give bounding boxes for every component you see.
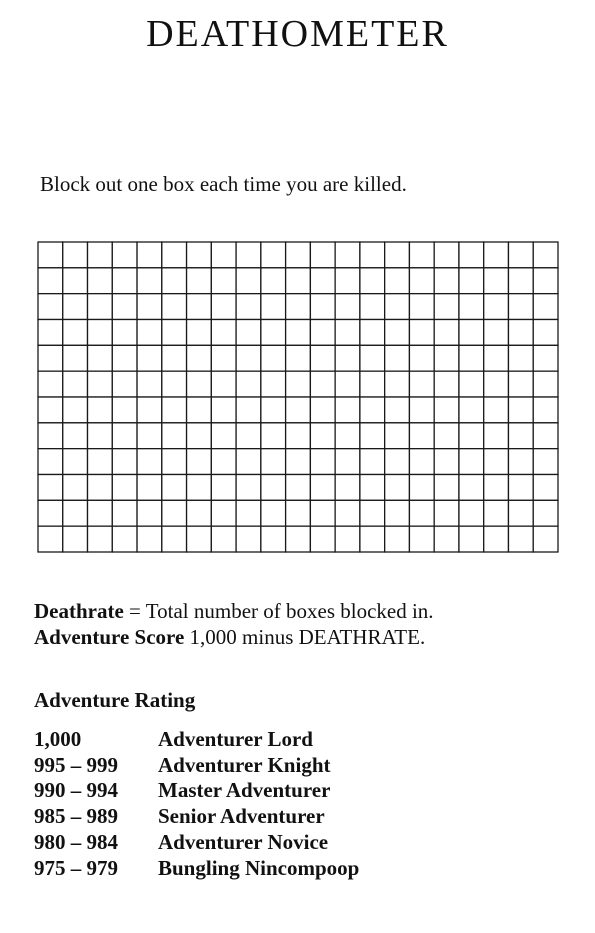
grid-box[interactable] <box>434 526 459 552</box>
deathrate-definition <box>34 598 434 624</box>
grid-box[interactable] <box>88 397 113 423</box>
grid-box[interactable] <box>459 423 484 449</box>
rating-row <box>34 753 359 779</box>
grid-box[interactable] <box>236 242 261 268</box>
deathometer-grid <box>36 240 560 554</box>
rating-row <box>34 830 359 856</box>
grid-box[interactable] <box>211 242 236 268</box>
grid-box[interactable] <box>335 449 360 475</box>
grid-box[interactable] <box>187 449 212 475</box>
grid-box[interactable] <box>335 423 360 449</box>
grid-box[interactable] <box>385 242 410 268</box>
grid-box[interactable] <box>211 500 236 526</box>
grid-box[interactable] <box>211 371 236 397</box>
grid-box[interactable] <box>38 423 63 449</box>
grid-box[interactable] <box>38 475 63 501</box>
grid-box[interactable] <box>533 397 558 423</box>
grid-box[interactable] <box>261 268 286 294</box>
grid-box[interactable] <box>484 242 509 268</box>
grid-box[interactable] <box>211 268 236 294</box>
grid-box[interactable] <box>162 242 187 268</box>
grid-box[interactable] <box>112 397 137 423</box>
instructions-text: Block out one box each time you are killed. <box>40 172 407 196</box>
grid-box[interactable] <box>63 345 88 371</box>
grid-box[interactable] <box>137 397 162 423</box>
deathometer-grid-svg <box>36 240 560 554</box>
grid-box[interactable] <box>187 423 212 449</box>
grid-box[interactable] <box>162 449 187 475</box>
grid-box[interactable] <box>508 294 533 320</box>
rating-title: Adventurer Novice <box>158 829 329 854</box>
grid-box[interactable] <box>484 397 509 423</box>
grid-box[interactable] <box>286 423 311 449</box>
grid-box[interactable] <box>484 423 509 449</box>
grid-box[interactable] <box>533 320 558 346</box>
rating-title: Adventurer Knight <box>158 752 331 777</box>
grid-box[interactable] <box>162 371 187 397</box>
grid-box[interactable] <box>187 500 212 526</box>
grid-box[interactable] <box>88 320 113 346</box>
grid-box[interactable] <box>187 526 212 552</box>
grid-box[interactable] <box>261 371 286 397</box>
rating-title: Senior Adventurer <box>158 804 325 829</box>
grid-box[interactable] <box>508 475 533 501</box>
grid-box[interactable] <box>385 475 410 501</box>
grid-box[interactable] <box>112 371 137 397</box>
grid-box[interactable] <box>459 320 484 346</box>
grid-box[interactable] <box>137 526 162 552</box>
grid-box[interactable] <box>88 449 113 475</box>
grid-box[interactable] <box>162 526 187 552</box>
grid-box[interactable] <box>187 397 212 423</box>
rating-title: Bungling Nincompoop <box>158 855 360 880</box>
grid-box[interactable] <box>38 371 63 397</box>
grid-box[interactable] <box>385 423 410 449</box>
grid-box[interactable] <box>63 397 88 423</box>
grid-box[interactable] <box>360 397 385 423</box>
grid-box[interactable] <box>459 294 484 320</box>
rating-range: 985 – 989 <box>34 804 118 829</box>
grid-box[interactable] <box>236 268 261 294</box>
grid-box[interactable] <box>137 371 162 397</box>
grid-box[interactable] <box>38 345 63 371</box>
grid-box[interactable] <box>508 268 533 294</box>
grid-box[interactable] <box>508 449 533 475</box>
grid-box[interactable] <box>88 242 113 268</box>
grid-box[interactable] <box>63 294 88 320</box>
grid-box[interactable] <box>409 449 434 475</box>
grid-box[interactable] <box>335 320 360 346</box>
grid-box[interactable] <box>63 526 88 552</box>
grid-box[interactable] <box>38 242 63 268</box>
rating-range: 980 – 984 <box>34 829 118 854</box>
grid-box[interactable] <box>459 242 484 268</box>
grid-box[interactable] <box>187 294 212 320</box>
grid-box[interactable] <box>385 500 410 526</box>
grid-box[interactable] <box>88 268 113 294</box>
grid-box[interactable] <box>310 294 335 320</box>
grid-box[interactable] <box>261 526 286 552</box>
grid-box[interactable] <box>261 397 286 423</box>
grid-box[interactable] <box>286 294 311 320</box>
grid-box[interactable] <box>484 294 509 320</box>
grid-box[interactable] <box>310 320 335 346</box>
grid-box[interactable] <box>459 526 484 552</box>
grid-box[interactable] <box>434 475 459 501</box>
grid-box[interactable] <box>261 449 286 475</box>
grid-box[interactable] <box>385 397 410 423</box>
grid-box[interactable] <box>63 500 88 526</box>
grid-box[interactable] <box>211 449 236 475</box>
grid-box[interactable] <box>38 500 63 526</box>
grid-box[interactable] <box>286 397 311 423</box>
grid-box[interactable] <box>310 242 335 268</box>
grid-box[interactable] <box>508 500 533 526</box>
grid-box[interactable] <box>63 320 88 346</box>
grid-box[interactable] <box>385 268 410 294</box>
grid-box[interactable] <box>63 371 88 397</box>
grid-box[interactable] <box>533 345 558 371</box>
grid-box[interactable] <box>385 371 410 397</box>
page-title: DEATHOMETER <box>146 13 449 55</box>
grid-box[interactable] <box>236 475 261 501</box>
grid-box[interactable] <box>310 500 335 526</box>
grid-box[interactable] <box>112 268 137 294</box>
grid-box[interactable] <box>533 242 558 268</box>
grid-box[interactable] <box>261 423 286 449</box>
grid-box[interactable] <box>38 268 63 294</box>
grid-box[interactable] <box>360 526 385 552</box>
grid-box[interactable] <box>360 242 385 268</box>
grid-box[interactable] <box>434 242 459 268</box>
rating-range: 1,000 <box>34 727 82 751</box>
grid-box[interactable] <box>360 345 385 371</box>
grid-box[interactable] <box>88 475 113 501</box>
grid-box[interactable] <box>261 500 286 526</box>
grid-box[interactable] <box>335 242 360 268</box>
grid-box[interactable] <box>236 371 261 397</box>
grid-box[interactable] <box>533 294 558 320</box>
grid-box[interactable] <box>211 423 236 449</box>
grid-box[interactable] <box>409 345 434 371</box>
grid-box[interactable] <box>385 526 410 552</box>
grid-box[interactable] <box>187 475 212 501</box>
grid-box[interactable] <box>63 268 88 294</box>
grid-box[interactable] <box>38 526 63 552</box>
grid-box[interactable] <box>236 345 261 371</box>
grid-box[interactable] <box>434 500 459 526</box>
grid-box[interactable] <box>335 500 360 526</box>
grid-box[interactable] <box>236 397 261 423</box>
grid-box[interactable] <box>310 371 335 397</box>
grid-box[interactable] <box>310 397 335 423</box>
grid-box[interactable] <box>533 268 558 294</box>
grid-box[interactable] <box>459 345 484 371</box>
grid-box[interactable] <box>162 500 187 526</box>
rating-row <box>34 804 359 830</box>
grid-box[interactable] <box>162 345 187 371</box>
grid-box[interactable] <box>360 475 385 501</box>
grid-box[interactable] <box>508 423 533 449</box>
grid-box[interactable] <box>187 371 212 397</box>
grid-box[interactable] <box>385 449 410 475</box>
grid-box[interactable] <box>112 475 137 501</box>
grid-box[interactable] <box>211 320 236 346</box>
grid-box[interactable] <box>310 526 335 552</box>
grid-box[interactable] <box>137 500 162 526</box>
grid-box[interactable] <box>112 423 137 449</box>
grid-box[interactable] <box>335 397 360 423</box>
grid-box[interactable] <box>484 268 509 294</box>
grid-box[interactable] <box>211 345 236 371</box>
grid-box[interactable] <box>533 423 558 449</box>
grid-box[interactable] <box>63 449 88 475</box>
grid-box[interactable] <box>187 320 212 346</box>
grid-box[interactable] <box>508 371 533 397</box>
grid-box[interactable] <box>162 320 187 346</box>
grid-box[interactable] <box>434 345 459 371</box>
grid-box[interactable] <box>335 345 360 371</box>
grid-box[interactable] <box>360 500 385 526</box>
grid-box[interactable] <box>137 475 162 501</box>
grid-box[interactable] <box>261 475 286 501</box>
grid-box[interactable] <box>88 294 113 320</box>
grid-box[interactable] <box>533 500 558 526</box>
grid-box[interactable] <box>261 345 286 371</box>
grid-box[interactable] <box>63 475 88 501</box>
grid-box[interactable] <box>409 294 434 320</box>
grid-box[interactable] <box>310 345 335 371</box>
grid-box[interactable] <box>409 397 434 423</box>
grid-box[interactable] <box>409 500 434 526</box>
grid-box[interactable] <box>162 475 187 501</box>
grid-box[interactable] <box>434 423 459 449</box>
grid-box[interactable] <box>335 475 360 501</box>
grid-box[interactable] <box>459 475 484 501</box>
grid-box[interactable] <box>211 397 236 423</box>
grid-box[interactable] <box>112 449 137 475</box>
grid-box[interactable] <box>385 320 410 346</box>
grid-box[interactable] <box>286 371 311 397</box>
grid-box[interactable] <box>434 320 459 346</box>
grid-box[interactable] <box>187 345 212 371</box>
grid-box[interactable] <box>310 449 335 475</box>
grid-box[interactable] <box>310 475 335 501</box>
grid-box[interactable] <box>137 449 162 475</box>
grid-box[interactable] <box>88 500 113 526</box>
rating-heading: Adventure Rating <box>34 688 196 712</box>
grid-box[interactable] <box>88 371 113 397</box>
grid-box[interactable] <box>162 268 187 294</box>
grid-box[interactable] <box>162 294 187 320</box>
grid-box[interactable] <box>533 371 558 397</box>
grid-box[interactable] <box>434 294 459 320</box>
grid-box[interactable] <box>236 294 261 320</box>
grid-box[interactable] <box>385 294 410 320</box>
grid-box[interactable] <box>385 345 410 371</box>
grid-box[interactable] <box>137 320 162 346</box>
adventure-score-term: Adventure Score <box>34 625 185 649</box>
grid-box[interactable] <box>459 500 484 526</box>
grid-box[interactable] <box>409 268 434 294</box>
rating-row <box>34 778 359 804</box>
adventure-score-definition <box>34 624 434 650</box>
rating-row <box>34 727 359 753</box>
grid-box[interactable] <box>409 320 434 346</box>
grid-box[interactable] <box>335 371 360 397</box>
grid-box[interactable] <box>63 242 88 268</box>
definitions <box>34 598 434 650</box>
grid-box[interactable] <box>434 268 459 294</box>
grid-box[interactable] <box>38 320 63 346</box>
grid-box[interactable] <box>88 423 113 449</box>
rating-title: Master Adventurer <box>158 778 331 803</box>
grid-box[interactable] <box>211 475 236 501</box>
grid-box[interactable] <box>310 268 335 294</box>
grid-box[interactable] <box>286 475 311 501</box>
grid-box[interactable] <box>409 371 434 397</box>
grid-box[interactable] <box>360 423 385 449</box>
rating-title: Adventurer Lord <box>158 727 313 751</box>
grid-box[interactable] <box>508 345 533 371</box>
grid-box[interactable] <box>38 449 63 475</box>
grid-box[interactable] <box>261 320 286 346</box>
grid-box[interactable] <box>360 449 385 475</box>
grid-box[interactable] <box>360 294 385 320</box>
grid-box[interactable] <box>88 526 113 552</box>
rating-range: 990 – 994 <box>34 778 118 803</box>
grid-box[interactable] <box>286 449 311 475</box>
grid-box[interactable] <box>38 397 63 423</box>
grid-box[interactable] <box>484 449 509 475</box>
deathrate-term: Deathrate <box>34 599 124 623</box>
grid-box[interactable] <box>286 526 311 552</box>
grid-box[interactable] <box>63 423 88 449</box>
grid-box[interactable] <box>112 294 137 320</box>
grid-box[interactable] <box>112 500 137 526</box>
rating-row <box>34 856 359 882</box>
grid-box[interactable] <box>533 475 558 501</box>
grid-box[interactable] <box>508 397 533 423</box>
grid-box[interactable] <box>236 526 261 552</box>
grid-box[interactable] <box>484 500 509 526</box>
grid-box[interactable] <box>484 320 509 346</box>
grid-box[interactable] <box>459 371 484 397</box>
grid-box[interactable] <box>88 345 113 371</box>
grid-box[interactable] <box>508 526 533 552</box>
grid-box[interactable] <box>335 268 360 294</box>
grid-box[interactable] <box>533 449 558 475</box>
deathrate-text: = Total number of boxes blocked in. <box>123 599 434 623</box>
grid-box[interactable] <box>335 294 360 320</box>
grid-box[interactable] <box>286 500 311 526</box>
grid-box[interactable] <box>484 345 509 371</box>
grid-box[interactable] <box>236 500 261 526</box>
grid-box[interactable] <box>484 526 509 552</box>
grid-box[interactable] <box>409 475 434 501</box>
grid-box[interactable] <box>434 449 459 475</box>
grid-box[interactable] <box>286 345 311 371</box>
grid-box[interactable] <box>261 294 286 320</box>
grid-box[interactable] <box>137 345 162 371</box>
grid-box[interactable] <box>360 268 385 294</box>
grid-box[interactable] <box>236 423 261 449</box>
grid-box[interactable] <box>508 242 533 268</box>
grid-box[interactable] <box>261 242 286 268</box>
grid-box[interactable] <box>286 268 311 294</box>
rating-range: 995 – 999 <box>34 752 118 777</box>
adventure-score-text: 1,000 minus DEATHRATE. <box>184 625 426 649</box>
grid-box[interactable] <box>409 423 434 449</box>
grid-box[interactable] <box>137 268 162 294</box>
grid-box[interactable] <box>112 526 137 552</box>
grid-box[interactable] <box>162 397 187 423</box>
grid-box[interactable] <box>286 320 311 346</box>
grid-box[interactable] <box>162 423 187 449</box>
rating-table <box>34 727 359 881</box>
grid-box[interactable] <box>137 423 162 449</box>
rating-range: 975 – 979 <box>34 855 118 880</box>
grid-box[interactable] <box>360 371 385 397</box>
grid-box[interactable] <box>335 526 360 552</box>
grid-box[interactable] <box>286 242 311 268</box>
grid-box[interactable] <box>459 397 484 423</box>
grid-box[interactable] <box>484 371 509 397</box>
grid-box[interactable] <box>459 449 484 475</box>
grid-box[interactable] <box>211 526 236 552</box>
grid-box[interactable] <box>434 397 459 423</box>
grid-box[interactable] <box>187 268 212 294</box>
grid-box[interactable] <box>508 320 533 346</box>
grid-box[interactable] <box>137 294 162 320</box>
grid-box[interactable] <box>409 242 434 268</box>
grid-box[interactable] <box>409 526 434 552</box>
grid-box[interactable] <box>484 475 509 501</box>
grid-box[interactable] <box>360 320 385 346</box>
grid-box[interactable] <box>533 526 558 552</box>
grid-box[interactable] <box>112 242 137 268</box>
grid-box[interactable] <box>310 423 335 449</box>
grid-box[interactable] <box>38 294 63 320</box>
grid-box[interactable] <box>459 268 484 294</box>
grid-box[interactable] <box>112 320 137 346</box>
grid-box[interactable] <box>434 371 459 397</box>
grid-box[interactable] <box>137 242 162 268</box>
grid-box[interactable] <box>187 242 212 268</box>
grid-box[interactable] <box>236 449 261 475</box>
grid-box[interactable] <box>112 345 137 371</box>
grid-box[interactable] <box>211 294 236 320</box>
grid-box[interactable] <box>236 320 261 346</box>
